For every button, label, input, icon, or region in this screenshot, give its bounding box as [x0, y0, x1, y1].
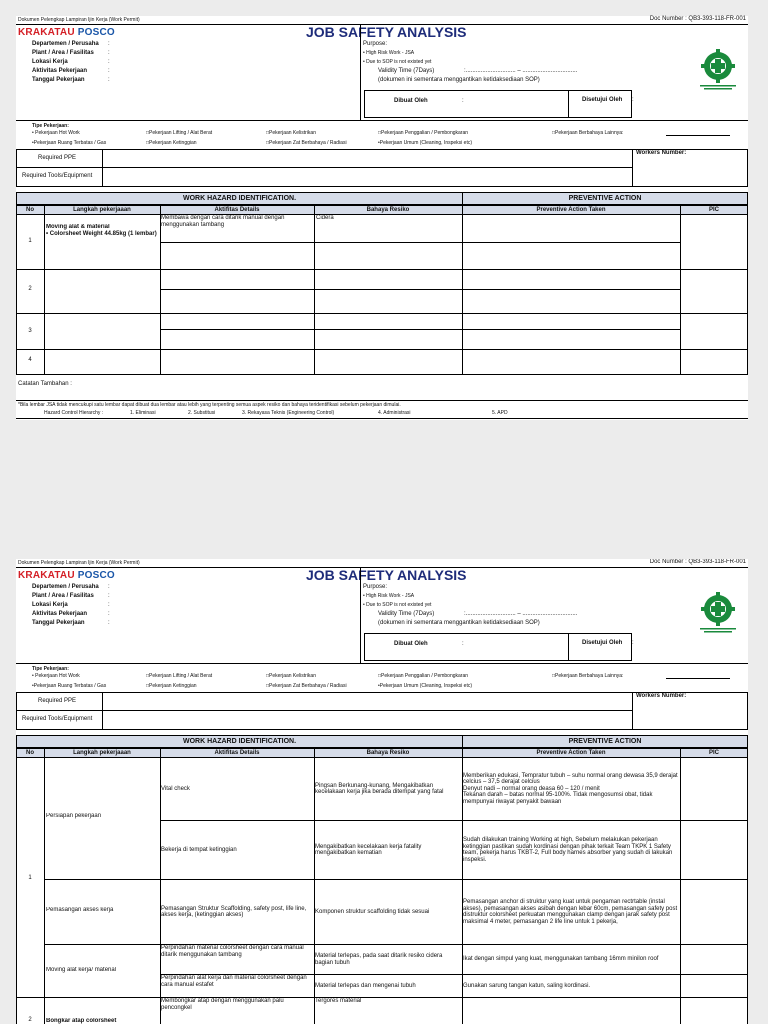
doc-attachment-note: Dokumen Pelengkap Lampiran Ijin Kerja (Work Permit): [18, 17, 140, 23]
colon: :: [462, 641, 464, 647]
colon: :: [108, 584, 110, 590]
made-by-label: Dibuat Oleh: [394, 98, 428, 104]
page-title: JOB SAFETY ANALYSIS: [306, 24, 467, 40]
preventive-action-cell: Sudah dilakukan training Working at high, Sebelum melakukan pekerjaan ketinggian pastikan sudah kordinasi dengan pihak terkait Team TKPK 1 Safety team, pekerja harus TKBT-2, Full body harnes absorber yang sudah di lakukan inspeksi.: [463, 837, 673, 863]
step-cell: Bongkar atap colorsheet: [46, 1018, 117, 1024]
col-no: No: [16, 206, 44, 214]
colon: :: [632, 97, 634, 103]
hazard-header: WORK HAZARD IDENTIFICATION.: [16, 735, 463, 748]
col-activity: Aktifitas Details: [160, 749, 314, 757]
jsa-sheet-2: [16, 559, 748, 1024]
row-number: 2: [28, 286, 32, 292]
hierarchy-item: 5. APD: [492, 410, 508, 416]
preventive-action-cell: Memberikan edukasi, Tempratur tubuh – suhu normal orang dewasa 35,9 derajat celcius – 37,5 derajat celcius Denyut nadi – normal orang deasa 60 – 120 / menit Tekanan darah – batas normal 95-100%. Tidak mengosumsi obat, tidak mempunyai riwayat penyakit bawaan: [463, 772, 678, 805]
col-risk: Bahaya Resiko: [314, 206, 462, 214]
col-pic: PIC: [680, 749, 748, 757]
required-tools-label: Required Tools/Equipment: [22, 173, 93, 179]
validity-label: Validity Time (7Days): [378, 68, 435, 74]
colon: :: [108, 620, 110, 626]
work-type-option[interactable]: • Pekerjaan Hot Work: [32, 673, 80, 679]
colon: :: [108, 611, 110, 617]
row-number: 1: [28, 238, 32, 244]
risk-cell: Material terlepas dan mengenai tubuh: [315, 982, 416, 989]
row-number: 3: [28, 328, 32, 334]
k3-safety-emblem-icon: [696, 48, 740, 92]
work-type-option[interactable]: □Pekerjaan Lifting / Alat Berat: [146, 130, 213, 136]
location-label: Lokasi Kerja: [32, 59, 68, 65]
date-label: Tanggal Pekerjaan: [32, 620, 85, 626]
work-type-option[interactable]: •Pekerjaan Ruang Terbatas / Gas: [32, 140, 107, 146]
doc-number: Doc Number : QB3-393-118-FR-001: [649, 16, 746, 22]
work-type-option[interactable]: □Pekerjaan Lifting / Alat Berat: [146, 673, 213, 679]
validity-label: Validity Time (7Days): [378, 611, 435, 617]
purpose-item: • Due to SOP is not existed yet: [363, 602, 432, 608]
col-step: Langkah pekerjaaan: [44, 206, 160, 214]
activity-cell: Membawa dengan cara ditarik manual dengan menggunakan tambang: [161, 215, 285, 228]
made-by-label: Dibuat Oleh: [394, 641, 428, 647]
row-number: 2: [28, 1017, 32, 1023]
col-step: Langkah pekerjaaan: [44, 749, 160, 757]
page-title: JOB SAFETY ANALYSIS: [306, 567, 467, 583]
required-ppe-label: Required PPE: [38, 155, 77, 161]
required-tools-label: Required Tools/Equipment: [22, 716, 93, 722]
work-type-option[interactable]: □Pekerjaan Berbahaya Lainnya:: [552, 673, 624, 679]
colon: :: [108, 59, 110, 65]
purpose-item: • High Risk Work - JSA: [363, 593, 415, 599]
preventive-header: PREVENTIVE ACTION: [462, 735, 748, 748]
risk-cell: Komponen struktur scaffolding tidak sesuai: [315, 908, 430, 915]
preventive-header: PREVENTIVE ACTION: [462, 192, 748, 205]
risk-cell: Material terlepas, pada saat ditarik resiko cidera bagian tubuh: [315, 953, 443, 966]
notes-label: Catatan Tambahan :: [18, 381, 72, 387]
dept-label: Departemen / Perusaha: [32, 41, 99, 47]
risk-cell: Mengakibatkan kecelakaan kerja fatality mengakibatkan kematian: [315, 843, 422, 856]
work-type-option[interactable]: •Pekerjaan Umum (Cleaning, Inspeksi etc): [378, 140, 473, 146]
work-type-option[interactable]: □Pekerjaan Zat Berbahaya / Radiasi: [266, 140, 347, 146]
validity-field[interactable]: :.............................. – .................................: [464, 68, 578, 74]
col-action: Preventive Action Taken: [462, 749, 680, 757]
risk-cell: Cidera: [316, 215, 334, 221]
colon: :: [108, 50, 110, 56]
purpose-note: (dokumen ini sementara menggantikan ketidaksediaan SOP): [378, 77, 540, 83]
risk-cell: Tergores material: [315, 998, 362, 1004]
work-type-option[interactable]: □Pekerjaan Penggalian / Pembongkaran: [378, 130, 469, 136]
approved-by-label: Disetujui Oleh: [582, 97, 623, 103]
workers-number-label: Workers Number:: [636, 693, 687, 699]
validity-field[interactable]: :.............................. – .................................: [464, 611, 578, 617]
purpose-label: Purpose:: [363, 41, 388, 47]
work-type-option[interactable]: □Pekerjaan Kelistrikan: [266, 673, 316, 679]
hazard-header: WORK HAZARD IDENTIFICATION.: [16, 192, 463, 205]
k3-safety-emblem-icon: [696, 591, 740, 635]
activity-cell: Perpindahan alat kerja dan material colorsheet dengan cara manual estafet: [161, 975, 307, 988]
approved-by-label: Disetujui Oleh: [582, 640, 623, 646]
row-number: 1: [28, 875, 32, 881]
work-type-label: Tipe Pekerjaan:: [32, 123, 69, 129]
risk-cell: Pingsan Berkunang-kunang, Mengakibatkan kecelakaan kerja jika berada ditempat yang fatal: [315, 782, 444, 795]
col-activity: Aktifitas Details: [160, 206, 314, 214]
work-type-option[interactable]: □Pekerjaan Kelistrikan: [266, 130, 316, 136]
plant-label: Plant / Area / Fasilitas: [32, 593, 94, 599]
doc-number: Doc Number : QB3-393-118-FR-001: [649, 559, 746, 565]
step-cell: Pemasangan akses kerja: [46, 907, 114, 913]
company-logo: KRAKATAU POSCO: [18, 570, 115, 581]
preventive-action-cell: Ikat dengan simpul yang kuat, menggunakan tambang 16mm minilon roof: [463, 956, 659, 963]
doc-attachment-note: Dokumen Pelengkap Lampiran Ijin Kerja (Work Permit): [18, 560, 140, 566]
hierarchy-item: 1. Eliminasi: [130, 410, 156, 416]
preventive-action-cell: Gunakan sarung tangan katun, saling kordinasi.: [463, 982, 591, 989]
step-cell: Moving alat & material • Colorsheet Weight 44.85kg (1 lembar): [46, 224, 157, 237]
colon: :: [108, 593, 110, 599]
activity-cell: Perpindahan material colorsheet dengan cara manual ditarik menggunakan tambang: [161, 945, 304, 958]
colon: :: [632, 640, 634, 646]
work-type-option[interactable]: □Pekerjaan Penggalian / Pembongkaran: [378, 673, 469, 679]
col-no: No: [16, 749, 44, 757]
purpose-item: • Due to SOP is not existed yet: [363, 59, 432, 65]
jsa-sheet-1: [16, 16, 748, 420]
activity-cell: Pemasangan Struktur Scaffolding, safety post, life line, akses kerja, (ketinggian akses): [161, 905, 307, 918]
activity-cell: Bekerja di tempat ketinggian: [161, 846, 237, 853]
activity-label: Aktivitas Pekerjaan: [32, 611, 88, 617]
step-cell: Moving alat kerja/ material: [46, 967, 117, 973]
work-type-label: Tipe Pekerjaan:: [32, 666, 69, 672]
activity-label: Aktivitas Pekerjaan: [32, 68, 88, 74]
colon: :: [108, 602, 110, 608]
work-type-option[interactable]: •Pekerjaan Umum (Cleaning, Inspeksi etc): [378, 683, 473, 689]
plant-label: Plant / Area / Fasilitas: [32, 50, 94, 56]
preventive-action-cell: Pemasangan anchor di struktur yang kuat untuk pengaman rectrtable (instal akses), pemasangan akses asibah dengan lebar 60cm, pemasangan safety post distruktur colorsheet perkuatan menggunakan clamp dengan jarak safety post maksimal 4 meter, pemasangan 2 life line untuk 1 pekerja,: [463, 899, 678, 925]
activity-cell: Vital check: [161, 785, 190, 792]
dept-label: Departemen / Perusaha: [32, 584, 99, 590]
workers-number-label: Workers Number:: [636, 150, 687, 156]
row-number: 4: [28, 357, 32, 363]
col-risk: Bahaya Resiko: [314, 749, 462, 757]
date-label: Tanggal Pekerjaan: [32, 77, 85, 83]
colon: :: [108, 68, 110, 74]
hierarchy-item: 4. Administrasi: [378, 410, 411, 416]
work-type-option[interactable]: □Pekerjaan Berbahaya Lainnya:: [552, 130, 624, 136]
colon: :: [108, 77, 110, 83]
colon: :: [108, 41, 110, 47]
footer-note: *Bila lembar JSA tidak mencukupi satu lembar dapat dibuat dua lembar atau lebih yang terpenting semua aspek resiko dan bahaya teridentifikasi sebelum pekerjaan dimulai.: [18, 402, 401, 408]
work-type-option[interactable]: □Pekerjaan Ketinggian: [146, 140, 197, 146]
required-ppe-label: Required PPE: [38, 698, 77, 704]
work-type-option[interactable]: □Pekerjaan Ketinggian: [146, 683, 197, 689]
hierarchy-item: 2. Substitusi: [188, 410, 216, 416]
purpose-item: • High Risk Work - JSA: [363, 50, 415, 56]
work-type-option[interactable]: • Pekerjaan Hot Work: [32, 130, 80, 136]
activity-cell: Membongkar atap dengan menggunakan palu pencongkel: [161, 998, 284, 1011]
work-type-option[interactable]: •Pekerjaan Ruang Terbatas / Gas: [32, 683, 107, 689]
purpose-note: (dokumen ini sementara menggantikan ketidaksediaan SOP): [378, 620, 540, 626]
purpose-label: Purpose:: [363, 584, 388, 590]
col-action: Preventive Action Taken: [462, 206, 680, 214]
col-pic: PIC: [680, 206, 748, 214]
work-type-option[interactable]: □Pekerjaan Zat Berbahaya / Radiasi: [266, 683, 347, 689]
location-label: Lokasi Kerja: [32, 602, 68, 608]
hierarchy-item: 3. Rekayasa Teknis (Engineering Control): [242, 410, 335, 416]
hierarchy-label: Hazard Control Hierarchy :: [44, 410, 104, 416]
step-cell: Persiapan pekerjaan: [46, 813, 102, 819]
company-logo: KRAKATAU POSCO: [18, 27, 115, 38]
colon: :: [462, 98, 464, 104]
